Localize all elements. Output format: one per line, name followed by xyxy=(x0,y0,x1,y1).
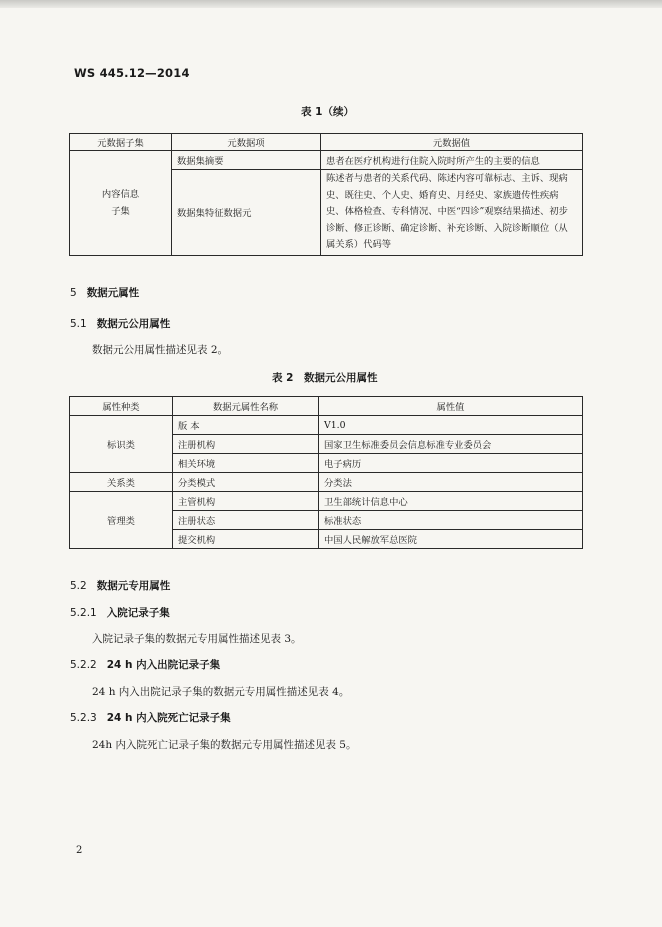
table2-header-row xyxy=(70,397,583,416)
table2-header-name: 数据元属性名称 xyxy=(173,397,319,416)
table2 xyxy=(69,396,583,549)
section-number: 5.2.1 xyxy=(70,607,97,619)
section-title: 24 h 内入出院记录子集 xyxy=(106,659,221,671)
table1-subset-cell: 内容信息 子集 xyxy=(70,151,172,256)
table1-header-value: 元数据值 xyxy=(321,134,583,151)
section-number: 5 xyxy=(70,287,77,299)
table1-item-cell: 数据集摘要 xyxy=(172,151,321,170)
section-number: 5.2.2 xyxy=(70,659,97,671)
table2-name-cell: 注册机构 xyxy=(173,435,319,454)
section-number: 5.2.3 xyxy=(70,712,97,724)
table1-caption: 表 1（续） xyxy=(301,106,354,118)
table2-name-cell: 相关环境 xyxy=(173,454,319,473)
table1-header-row xyxy=(70,134,583,151)
page-number: 2 xyxy=(76,845,83,856)
table-row xyxy=(70,492,583,511)
table2-value-cell: 分类法 xyxy=(319,473,583,492)
table2-name-cell: 提交机构 xyxy=(173,530,319,549)
table1-header-item: 元数据项 xyxy=(172,134,321,151)
table1-header-subset: 元数据子集 xyxy=(70,134,172,151)
section-5-2-1-paragraph: 入院记录子集的数据元专用属性描述见表 3。 xyxy=(92,633,302,645)
table1-value-cell: 陈述者与患者的关系代码、陈述内容可靠标志、主诉、现病史、既往史、个人史、婚育史、月经史、家族遗传性疾病史、体格检查、专科情况、中医“四诊”观察结果描述、初步诊断、修正诊断、确定诊断、补充诊断、入院诊断顺位（从属关系）代码等 xyxy=(321,170,583,256)
table1-item-cell: 数据集特征数据元 xyxy=(172,170,321,256)
section-5-2-2-paragraph: 24 h 内入出院记录子集的数据元专用属性描述见表 4。 xyxy=(92,686,350,698)
section-5-2-heading xyxy=(70,578,170,593)
table-row xyxy=(70,473,583,492)
document-code: WS 445.12—2014 xyxy=(74,66,190,80)
section-5-2-2-heading xyxy=(70,657,220,672)
section-title: 入院记录子集 xyxy=(106,607,170,619)
section-5-heading xyxy=(70,285,139,300)
table2-header-value: 属性值 xyxy=(319,397,583,416)
section-5-1-heading xyxy=(70,316,170,331)
scan-top-edge xyxy=(0,0,662,8)
section-title: 数据元属性 xyxy=(86,287,140,299)
table2-name-cell: 版 本 xyxy=(173,416,319,435)
section-title: 24 h 内入院死亡记录子集 xyxy=(106,712,231,724)
section-number: 5.2 xyxy=(70,580,87,592)
table1 xyxy=(69,133,583,256)
table2-value-cell: 国家卫生标准委员会信息标准专业委员会 xyxy=(319,435,583,454)
section-5-1-paragraph: 数据元公用属性描述见表 2。 xyxy=(92,344,229,356)
section-title: 数据元公用属性 xyxy=(96,318,171,330)
table2-kind-cell: 标识类 xyxy=(70,416,173,473)
table2-name-cell: 主管机构 xyxy=(173,492,319,511)
section-5-2-3-paragraph: 24h 内入院死亡记录子集的数据元专用属性描述见表 5。 xyxy=(92,739,357,751)
section-number: 5.1 xyxy=(70,318,87,330)
table2-name-cell: 注册状态 xyxy=(173,511,319,530)
table2-caption: 表 2 数据元公用属性 xyxy=(272,372,378,384)
table2-value-cell: V1.0 xyxy=(319,416,583,435)
section-5-2-3-heading xyxy=(70,710,231,725)
table2-kind-cell: 管理类 xyxy=(70,492,173,549)
section-5-2-1-heading xyxy=(70,605,170,620)
table1-value-cell: 患者在医疗机构进行住院入院时所产生的主要的信息 xyxy=(321,151,583,170)
table2-header-kind: 属性种类 xyxy=(70,397,173,416)
table2-value-cell: 电子病历 xyxy=(319,454,583,473)
table2-name-cell: 分类模式 xyxy=(173,473,319,492)
section-title: 数据元专用属性 xyxy=(96,580,171,592)
table2-value-cell: 卫生部统计信息中心 xyxy=(319,492,583,511)
table2-value-cell: 中国人民解放军总医院 xyxy=(319,530,583,549)
table-row xyxy=(70,416,583,435)
table2-value-cell: 标准状态 xyxy=(319,511,583,530)
table2-kind-cell: 关系类 xyxy=(70,473,173,492)
table-row xyxy=(70,151,583,170)
